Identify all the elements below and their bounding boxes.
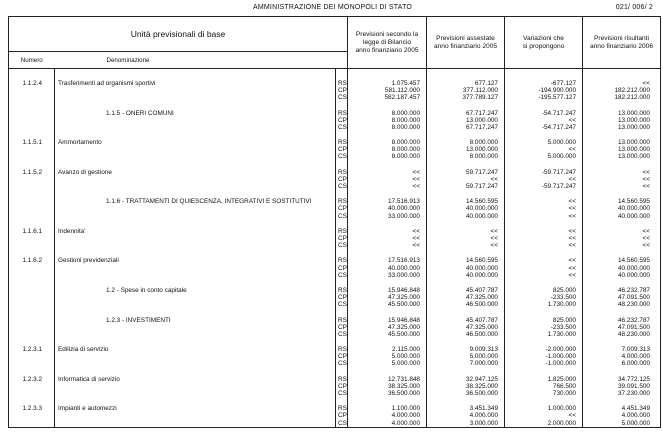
row-col2: 67.717.247 13.000.000 67.717.247 — [427, 110, 505, 131]
row-label: Impianti e automezzi — [55, 405, 336, 427]
row-code: 1.1.5.2 — [9, 169, 55, 190]
row-label: Indennita' — [55, 228, 336, 249]
row-col4: 7.009.313 4.000.000 6.000.000 — [583, 346, 661, 367]
row-type: RS CP CS — [336, 257, 348, 278]
row-col3: 825.000 -233.500 1.730.000 — [505, 317, 583, 338]
row-code: 1.1.6.1 — [9, 228, 55, 249]
row-label: Gestioni previdenziali — [55, 257, 336, 278]
row-col2: 45.407.787 47.325.000 46.500.000 — [427, 287, 505, 308]
row-code: 1.2.3.3 — [9, 405, 55, 427]
budget-table — [8, 16, 661, 428]
row-col4: 46.232.787 47.091.500 48.230.000 — [583, 317, 661, 338]
table-row — [9, 287, 661, 308]
table-row — [9, 405, 661, 427]
row-label: 1.2.3 - INVESTIMENTI — [55, 317, 336, 338]
row-col2: 677.127 377.112.000 377.789.127 — [427, 80, 505, 101]
page-reference: 021/ 006/ 2 — [615, 4, 653, 11]
row-col1: 17.516.913 40.000.000 33.000.000 — [348, 198, 427, 219]
row-col3: -2.000.000 -1.000.000 -1.000.000 — [505, 346, 583, 367]
table-row — [9, 317, 661, 338]
denominazione-header: Denominazione — [55, 52, 348, 69]
row-col1: 17.516.913 40.000.000 33.000.000 — [348, 257, 427, 278]
row-type: RS CP CS — [336, 346, 348, 367]
row-col1: 15.946.848 47.325.000 45.500.000 — [348, 287, 427, 308]
table-row — [9, 257, 661, 278]
col-header-variazioni: Variazioni che si propongono — [505, 17, 583, 69]
col-header-risultanti: Previsioni risultanti anno finanziario 2006 — [583, 17, 661, 69]
row-col2: 45.407.787 47.325.000 46.500.000 — [427, 317, 505, 338]
row-col1: 8.000.000 8.000.000 8.000.000 — [348, 139, 427, 160]
row-label: 1.1.5 - ONERI COMUNI — [55, 110, 336, 131]
row-col2: 14.560.595 40.000.000 40.000.000 — [427, 198, 505, 219]
document-header-title: AMMINISTRAZIONE DEI MONOPOLI DI STATO — [253, 4, 413, 11]
row-col2: 14.560.595 40.000.000 40.000.000 — [427, 257, 505, 278]
row-code — [9, 198, 55, 219]
row-col1: 1.100.000 4.000.000 4.000.000 — [348, 405, 427, 427]
row-col1: 15.946.848 47.325.000 45.500.000 — [348, 317, 427, 338]
row-col4: << << << — [583, 169, 661, 190]
row-col1: << << << — [348, 228, 427, 249]
table-row — [9, 376, 661, 397]
row-col1: << << << — [348, 169, 427, 190]
row-col1: 1.075.457 581.112.000 582.187.457 — [348, 80, 427, 101]
row-col3: 825.000 -233.500 1.730.000 — [505, 287, 583, 308]
numero-header: Numero — [9, 52, 55, 69]
row-col4: 14.560.595 40.000.000 40.000.000 — [583, 257, 661, 278]
row-col3: -59.717.247 << -59.717.247 — [505, 169, 583, 190]
row-code — [9, 317, 55, 338]
unita-previsionali-header: Unità previsionali di base — [9, 17, 348, 52]
row-label: Trasferimenti ad organismi sportivi — [55, 80, 336, 101]
col-header-assestate: Previsioni assestate anno finanziario 2005 — [427, 17, 505, 69]
col-header-legge-bilancio: Previsioni secondo la legge di Bilancio anno finanziario 2005 — [348, 17, 427, 69]
row-col4: 4.451.349 4.000.000 5.000.000 — [583, 405, 661, 427]
row-col2: 9.009.313 5.000.000 7.000.000 — [427, 346, 505, 367]
row-col4: 13.000.000 13.000.000 13.000.000 — [583, 110, 661, 131]
row-col4: << 182.212.000 182.212.000 — [583, 80, 661, 101]
table-row — [9, 228, 661, 249]
row-code: 1.1.2.4 — [9, 80, 55, 101]
row-label: Informatica di servizio — [55, 376, 336, 397]
row-col4: 46.232.787 47.091.500 48.230.000 — [583, 287, 661, 308]
row-code: 1.1.6.2 — [9, 257, 55, 278]
row-label: Ammortamento — [55, 139, 336, 160]
row-type: RS CP CS — [336, 169, 348, 190]
row-col4: 13.000.000 13.000.000 13.000.000 — [583, 139, 661, 160]
table-row — [9, 346, 661, 367]
row-type: RS CP CS — [336, 376, 348, 397]
row-label: Avanzo di gestione — [55, 169, 336, 190]
row-col3: 5.000.000 << 5.000.000 — [505, 139, 583, 160]
row-col4: << << << — [583, 228, 661, 249]
table-row — [9, 80, 661, 101]
row-code: 1.1.5.1 — [9, 139, 55, 160]
row-col3: << << << — [505, 198, 583, 219]
row-col2: 32.947.125 38.325.000 36.500.000 — [427, 376, 505, 397]
row-col4: 34.772.125 39.091.500 37.230.000 — [583, 376, 661, 397]
row-col3: -677.127 -194.900.000 -195.577.127 — [505, 80, 583, 101]
row-code — [9, 110, 55, 131]
row-col2: << << << — [427, 228, 505, 249]
table-row — [9, 110, 661, 131]
row-code: 1.2.3.2 — [9, 376, 55, 397]
table-row — [9, 169, 661, 190]
row-type: RS CP CS — [336, 80, 348, 101]
row-col1: 2.115.000 5.000.000 5.000.000 — [348, 346, 427, 367]
row-label: 1.1.6 - TRATTAMENTI DI QUIESCENZA, INTEGRATIVI E SOSTITUTIVI — [55, 198, 336, 219]
row-code — [9, 287, 55, 308]
row-label: 1.2 - Spese in conto capitale — [55, 287, 336, 308]
row-col1: 12.731.848 38.325.000 36.500.000 — [348, 376, 427, 397]
row-col3: << << << — [505, 228, 583, 249]
table-row — [9, 198, 661, 219]
row-code: 1.2.3.1 — [9, 346, 55, 367]
row-col2: 3.451.349 4.000.000 3.000.000 — [427, 405, 505, 427]
row-type: RS CP CS — [336, 317, 348, 338]
row-col4: 14.560.595 40.000.000 40.000.000 — [583, 198, 661, 219]
row-type: RS CP CS — [336, 110, 348, 131]
row-type: RS CP CS — [336, 287, 348, 308]
row-col2: 8.000.000 13.000.000 8.000.000 — [427, 139, 505, 160]
row-col3: 1.825.000 766.500 730.000 — [505, 376, 583, 397]
row-col1: 8.000.000 8.000.000 8.000.000 — [348, 110, 427, 131]
row-type: RS CP CS — [336, 139, 348, 160]
row-col2: 59.717.247 << 59.717.247 — [427, 169, 505, 190]
row-col3: -54.717.247 << -54.717.247 — [505, 110, 583, 131]
row-type: RS CP CS — [336, 198, 348, 219]
table-row — [9, 139, 661, 160]
row-type: RS CP CS — [336, 228, 348, 249]
row-type: RS CP CS — [336, 405, 348, 427]
row-col3: 1.000.000 << 2.000.000 — [505, 405, 583, 427]
row-col3: << << << — [505, 257, 583, 278]
row-label: Edilizia di servizio — [55, 346, 336, 367]
